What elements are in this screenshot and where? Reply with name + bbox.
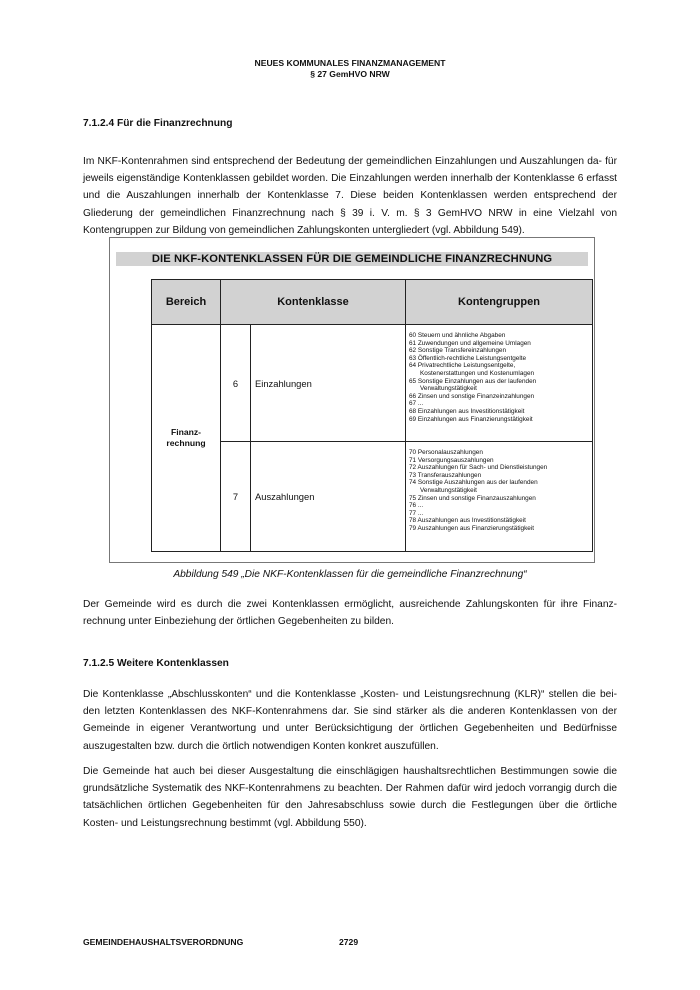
page-number: 2729 [339, 937, 359, 947]
group-item: 78 Auszahlungen aus Investitionstätigkeit [409, 517, 526, 525]
figure-box [109, 237, 595, 563]
column-header-kontenklasse: Kontenklasse [221, 280, 406, 325]
class-number: 7 [221, 442, 251, 552]
group-item: 76 ... [409, 502, 424, 510]
group-item: 75 Zinsen und sonstige Finanzauszahlungen [409, 494, 536, 502]
figure-title: DIE NKF-KONTENKLASSEN FÜR DIE GEMEINDLICHE FINANZRECHNUNG [116, 252, 588, 266]
paragraph-kontenklassen: Der Gemeinde wird es durch die zwei Kontenklassen ermöglicht, ausreichende Zahlungskonten für ihre Finanz- rechnung unter Einbeziehung der örtlichen Gegebenheiten zu bilden. [83, 599, 617, 628]
bereich-label-line1: Finanz- [170, 427, 202, 437]
footer-title: GEMEINDEHAUSHALTSVERORDNUNG [83, 937, 244, 947]
class-number: 6 [221, 325, 251, 442]
table-row [152, 325, 593, 442]
group-item: 61 Zuwendungen und allgemeine Umlagen [409, 339, 531, 347]
column-header-bereich: Bereich [152, 280, 221, 325]
group-item: 69 Einzahlungen aus Finanzierungstätigkeit [409, 415, 533, 423]
class-name: Auszahlungen [251, 442, 406, 552]
group-item: 65 Sonstige Einzahlungen aus der laufenden [409, 377, 537, 385]
header-title: NEUES KOMMUNALES FINANZMANAGEMENT [254, 58, 446, 68]
column-header-kontengruppen: Kontengruppen [406, 280, 593, 325]
group-list [406, 325, 593, 442]
group-item: 60 Steuern und ähnliche Abgaben [409, 332, 506, 339]
table-header-row [152, 280, 593, 325]
section-heading-7-1-2-5: 7.1.2.5 Weitere Kontenklassen [83, 658, 229, 669]
group-item: Verwaltungstätigkeit [420, 385, 477, 393]
group-item: 79 Auszahlungen aus Finanzierungstätigkeit [409, 524, 535, 532]
class-name: Einzahlungen [251, 325, 406, 442]
bereich-label-line2: rechnung [166, 438, 206, 448]
group-item: 66 Zinsen und sonstige Finanzeinzahlungen [409, 392, 535, 400]
section-paragraph: Die Kontenklasse „Abschlusskonten“ und die Kontenklasse „Kosten- und Leistungsrechnung (KLR)“ stellen die bei- den letzten Kontenklassen des NKF-Kontenrahmens dar. Sie sind stärker als die anderen Kontenklassen von der Gemeinde in eigener Verantwortung und unter Berücksichtigung der örtlichen Gegebenheiten und Bedürfnisse auszugestalten bzw. durch die örtlich notwendigen Konten konkret auszufüllen. [83, 689, 617, 752]
group-item: 64 Privatrechtliche Leistungsentgelte, [409, 362, 516, 370]
group-item: 70 Personalauszahlungen [409, 449, 483, 456]
group-item: 74 Sonstige Auszahlungen aus der laufenden [409, 479, 538, 487]
group-item: 72 Auszahlungen für Sach- und Dienstleistungen [409, 464, 548, 472]
page-header [0, 58, 700, 80]
group-item: Kostenerstattungen und Kostenumlagen [420, 369, 535, 377]
section-paragraph: Die Gemeinde hat auch bei dieser Ausgestaltung die einschlägigen haushaltsrechtlichen Bestimmungen sowie die grundsätzliche Systematik des NKF-Kontenrahmens zu beachten. Der Rahmen dafür wird jedoch vorrangig durch die tatsächlichen örtlichen Gegebenheiten für den Jahresabschluss sowie durch die Festlegungen über die örtliche Kosten- und Leistungsrechnung bestimmt (vgl. Abbildung 550). [83, 766, 617, 829]
group-item: 77 ... [409, 509, 424, 517]
bereich-cell [152, 325, 221, 552]
group-item: 62 Sonstige Transfereinzahlungen [409, 347, 506, 355]
figure-caption: Abbildung 549 „Die NKF-Kontenklassen für die gemeindliche Finanzrechnung“ [173, 569, 527, 580]
section-paragraph: Im NKF-Kontenrahmen sind entsprechend der Bedeutung der gemeindlichen Einzahlungen und Auszahlungen da- für jeweils eigenständige Kontenklassen gebildet worden. Die Einzahlungen werden innerhalb der Kontenklasse 6 erfasst und die Auszahlungen innerhalb der Kontenklasse 7. Diese beiden Kontenklassen werden entsprechend der Gliederung der gemeindlichen Finanzrechnung nach § 39 i. V. m. § 3 GemHVO NRW in eine Vielzahl von Kontengruppen zur Bildung von gemeindlichen Zahlungskonten untergliedert (vgl. Abbildung 549). [83, 156, 617, 236]
group-item: Verwaltungstätigkeit [420, 486, 477, 494]
section-heading-7-1-2-4: 7.1.2.4 Für die Finanzrechnung [83, 118, 233, 129]
header-subtitle: § 27 GemHVO NRW [310, 69, 390, 79]
group-item: 73 Transferauszahlungen [409, 471, 482, 479]
kontenklassen-table [151, 279, 593, 552]
group-list [406, 442, 593, 552]
group-item: 63 Öffentlich-rechtliche Leistungsentgelte [409, 354, 527, 362]
group-item: 71 Versorgungsauszahlungen [409, 456, 494, 464]
group-item: 67 ... [409, 400, 424, 408]
group-item: 68 Einzahlungen aus Investitionstätigkeit [409, 407, 525, 415]
